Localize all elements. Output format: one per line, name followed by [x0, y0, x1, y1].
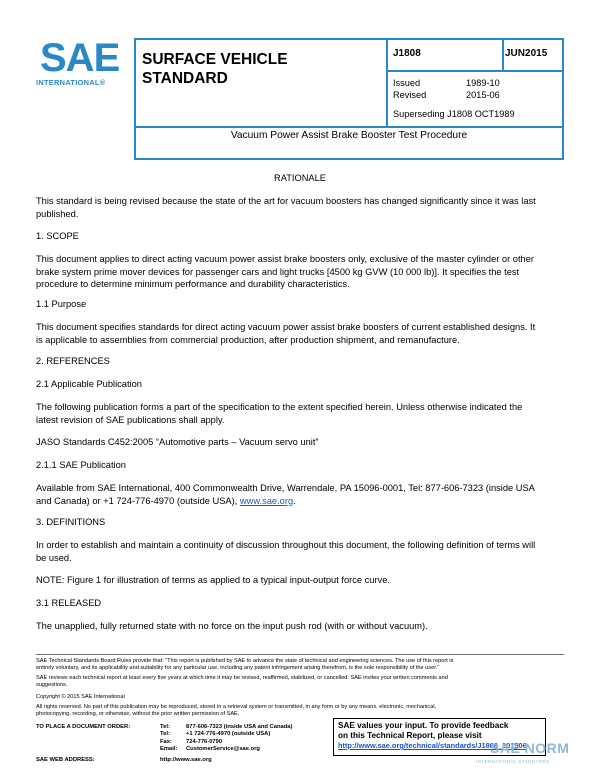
logo-brand: SAE [40, 36, 120, 80]
web-address-link[interactable]: http://www.sae.org [160, 757, 212, 763]
rationale-heading: RATIONALE [273, 173, 326, 183]
section-definitions-heading: 3. DEFINITIONS [36, 517, 106, 527]
section-references-heading: 2. REFERENCES [36, 356, 110, 366]
section-released-paragraph: The unapplied, fully returned state with no force on the input push rod (with or without vacuum). [36, 621, 428, 631]
page-title: SURFACE VEHICLE STANDARD [142, 51, 288, 87]
revised-value: 2015-06 [466, 90, 500, 100]
header-divider-vertical [386, 40, 388, 128]
section-purpose-paragraph: This document specifies standards for direct acting vacuum power assist brake boosters of current established designs. It is applicable to assemblies from commercial production, after production shipment, and remanufacture. [36, 322, 536, 345]
footer-review: SAE reviews each technical report at least every five years at which time it may be revised, reaffirmed, stabilized, or cancelled. SAE invites your written comments and suggestions. [36, 675, 448, 689]
section-applicable-heading: 2.1 Applicable Publication [36, 379, 142, 389]
section-sae-publication-heading: 2.1.1 SAE Publication [36, 460, 126, 470]
footer-copyright: Copyright © 2015 SAE International [36, 694, 125, 700]
sae-website-link[interactable]: www.sae.org [239, 495, 294, 506]
sae-norm-watermark: SAE NORM INTERNATIONAL STANDARDS [476, 740, 570, 764]
section-definitions-paragraph: In order to establish and maintain a continuity of discussion throughout this document, the following definition of terms will be used. [36, 540, 536, 563]
superseding-text: Superseding J1808 OCT1989 [393, 109, 515, 119]
document-title: Vacuum Power Assist Brake Booster Test Procedure [230, 130, 468, 141]
customer-service-email[interactable]: CustomerService@sae.org [186, 746, 260, 753]
rationale-paragraph: This standard is being revised because the state of the art for vacuum boosters has changed significantly since it was last published. [36, 196, 536, 219]
jaso-reference: JASO Standards C452:2005 “Automotive parts – Vacuum servo unit” [36, 437, 319, 447]
issued-value: 1989-10 [466, 78, 500, 88]
section-scope-heading: 1. SCOPE [36, 231, 79, 241]
feedback-link[interactable]: http://www.sae.org/technical/standards/J1808_201506 [338, 741, 527, 750]
section-scope-paragraph: This document applies to direct acting vacuum power assist brake boosters only, exclusive of the master cylinder or other brake system prime mover devices for passenger cars and light trucks [4500 kg GVW (10 000 lb)]. It specifies the test procedure to determine minimum performance and durability characteristics. [36, 254, 534, 290]
definitions-note: NOTE: Figure 1 for illustration of terms as applied to a typical input-output force curve. [36, 575, 390, 585]
footer-rules: SAE Technical Standards Board Rules provide that: “This report is published by SAE to advance the state of technical and engineering sciences. The use of this report is entirely voluntary, and its applicability and suitability for any particular use, including any patent infringement arising therefrom, is the sole responsibility of the user.” [36, 658, 454, 672]
section-applicable-paragraph: The following publication forms a part of the specification to the extent specified herein. Unless otherwise indicated the latest revision of SAE publications shall apply. [36, 402, 523, 425]
document-code: J1808 [393, 48, 421, 59]
feedback-box: SAE values your input. To provide feedback on this Technical Report, please visit http://www.sae.org/technical/standards/J1808_201506 [333, 718, 546, 756]
section-purpose-heading: 1.1 Purpose [36, 299, 87, 309]
web-address-label: SAE WEB ADDRESS: [36, 757, 95, 763]
logo-subtitle: INTERNATIONAL® [36, 78, 106, 87]
header-divider-date [502, 40, 504, 72]
revised-label: Revised [393, 90, 427, 100]
order-contacts: Tel: 877-606-7323 (inside USA and Canada) Tel: +1 724-776-4970 (outside USA) Fax: 724-776-0790 Email: CustomerService@sae.org [160, 724, 293, 753]
footer-rights: All rights reserved. No part of this publication may be reproduced, stored in a retrieval system or transmitted, in any form or by any means, electronic, mechanical, photocopying, recording, or otherwise, without the prior written permission of SAE. [36, 704, 437, 718]
order-label: TO PLACE A DOCUMENT ORDER: [36, 724, 131, 730]
issued-label: Issued [393, 78, 421, 88]
sae-logo [36, 38, 120, 88]
section-released-heading: 3.1 RELEASED [36, 598, 102, 608]
document-date: JUN2015 [505, 48, 548, 59]
footer-divider [36, 654, 564, 655]
header-divider-title [136, 126, 564, 128]
header-divider-code [386, 70, 564, 72]
section-sae-publication-paragraph: Available from SAE International, 400 Commonwealth Drive, Warrendale, PA 15096-0001, Tel: 877-606-7323 (inside USA and Canada) or +1 724-776-4970 (outside USA), www.sae.org. [36, 483, 535, 506]
